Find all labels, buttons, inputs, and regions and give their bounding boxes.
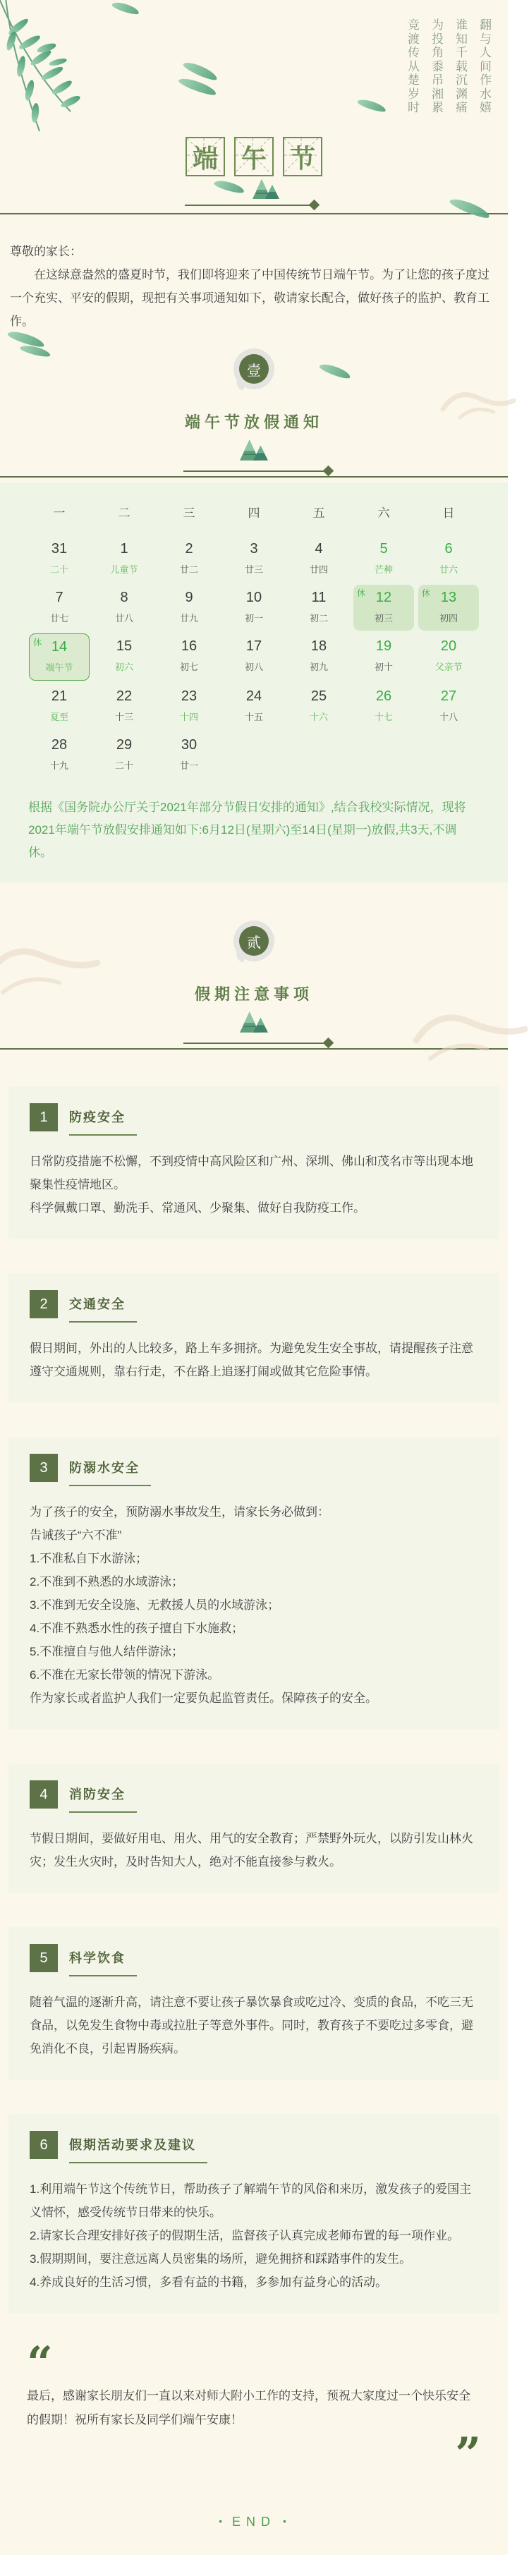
notice-body: [30, 2177, 478, 2294]
notice-paragraph: 日常防疫措施不松懈，不到疫情中高风险区和广州、深圳、佛山和茂名市等出现本地聚集性疫情地区。: [30, 1155, 473, 1191]
calendar-day: [159, 732, 219, 778]
title-decoration: [0, 178, 499, 200]
section-divider: [183, 470, 324, 472]
calendar-day: [288, 633, 349, 681]
day-number: 8: [120, 590, 128, 605]
calendar-day: [159, 585, 219, 631]
rest-badge: 休: [33, 638, 42, 648]
day-number: 9: [185, 590, 193, 605]
notice-paragraph: 1.不准私自下水游泳；: [30, 1552, 148, 1565]
day-number: 15: [116, 638, 133, 654]
zongzi-icon: [239, 1010, 269, 1034]
notice-number: 2: [30, 1290, 58, 1318]
section-number-badge: [233, 921, 274, 961]
notice-number: 1: [30, 1103, 58, 1131]
day-number: 29: [116, 737, 133, 753]
title-divider: [185, 205, 310, 206]
day-subtitle: 十六: [309, 712, 328, 722]
calendar-weekday: 三: [183, 506, 195, 520]
hero-header: [0, 0, 508, 214]
day-subtitle: 廿一: [179, 760, 198, 771]
day-subtitle: 廿四: [309, 564, 328, 575]
day-number: 18: [310, 638, 327, 654]
section-number-badge: [233, 348, 274, 389]
leaf-icon: [356, 97, 387, 114]
calendar-day: [288, 585, 349, 631]
notice-number: 5: [30, 1944, 58, 1972]
end-marker: [0, 2515, 508, 2555]
notice-body: [30, 1150, 478, 1220]
day-subtitle: 十八: [439, 712, 458, 722]
poem-column: 竞渡传从楚岁时: [408, 18, 420, 114]
calendar-weekday: 六: [377, 506, 390, 520]
notice-paragraph: 假日期间，外出的人比较多，路上车多拥挤。为避免发生安全事故，请提醒孩子注意遵守交通规则，靠右行走，不在路上追逐打闹或做其它危险事情。: [30, 1342, 473, 1378]
day-subtitle: 十四: [179, 712, 198, 722]
cloud-icon: [0, 932, 102, 1009]
day-subtitle: 初七: [179, 662, 198, 672]
calendar-day: [353, 684, 414, 729]
day-number: 5: [379, 541, 388, 557]
section-number: 壹: [239, 354, 269, 384]
day-number: 30: [181, 737, 197, 753]
day-subtitle: 初八: [244, 662, 263, 672]
holiday-notice-text: 根据《国务院办公厅关于2021年部分节假日安排的通知》,结合我校实际情况，现将2021年端午节放假安排通知如下:6月12日(星期六)至14日(星期一)放假,共3天,不调休。: [28, 801, 466, 859]
notice-body: [30, 1991, 478, 2060]
day-number: 10: [245, 590, 262, 605]
closing-text: 最后，感谢家长朋友们一直以来对师大附小工作的支持，预祝大家度过一个快乐安全的假期！祝所有家长及同学们端午安康！: [27, 2389, 470, 2426]
notice-paragraph: 3.不准到无安全设施、无救援人员的水域游泳；: [30, 1598, 280, 1612]
day-number: 31: [51, 541, 68, 557]
day-subtitle: 初四: [439, 613, 458, 624]
zongzi-icon: [239, 438, 269, 462]
notice-title: 假期活动要求及建议: [69, 2135, 207, 2163]
calendar-day: [418, 684, 479, 729]
section-title: 端午节放假通知: [184, 413, 323, 431]
notice-title: 消防安全: [69, 1785, 137, 1813]
calendar-day: [94, 684, 154, 729]
calendar-day: [94, 585, 154, 631]
calendar-day: [353, 585, 414, 631]
close-quote-icon: ”: [455, 2428, 481, 2481]
calendar-empty-cell: [224, 732, 284, 778]
notice-paragraph: 为了孩子的安全，预防溺水事故发生，请家长务必做到：: [30, 1505, 329, 1519]
notice-card-header: [30, 1944, 478, 1976]
calendar-empty-cell: [353, 732, 414, 778]
notice-number: 3: [30, 1454, 58, 1482]
notice-paragraph: 作为家长或者监护人我们一定要负起监管责任。保障孩子的安全。: [30, 1691, 377, 1705]
day-subtitle: 廿七: [49, 613, 68, 624]
notice-card-header: [30, 1290, 478, 1323]
notice-card: [8, 1437, 499, 1730]
section-2-header: [0, 921, 508, 1050]
day-number: 14: [51, 639, 68, 655]
notice-title: 交通安全: [69, 1294, 137, 1323]
day-number: 12: [375, 590, 392, 605]
day-subtitle: 初一: [244, 613, 263, 624]
day-number: 24: [245, 688, 262, 704]
section-1-header: [0, 348, 508, 478]
calendar-day: [224, 633, 284, 681]
day-subtitle: 初二: [309, 613, 328, 624]
notice-paragraph: 4.不准不熟悉水性的孩子擅自下水施救；: [30, 1622, 244, 1635]
calendar-weekday: 日: [442, 506, 455, 520]
festival-poem: [407, 18, 492, 115]
greeting-salutation: 尊敬的家长：: [10, 245, 82, 258]
calendar-day: [159, 536, 219, 582]
day-subtitle: 端午节: [45, 662, 73, 673]
calendar-day: [353, 536, 414, 582]
leaf-icon: [213, 178, 245, 195]
notice-paragraph: 科学佩戴口罩、勤洗手、常通风、少聚集、做好自我防疫工作。: [30, 1201, 365, 1215]
day-subtitle: 十七: [374, 712, 393, 722]
bottom-white-strip: [0, 2555, 508, 2576]
day-subtitle: 十九: [49, 760, 68, 771]
day-number: 7: [55, 590, 63, 605]
notice-paragraph: 5.不准擅自与他人结伴游泳；: [30, 1645, 184, 1658]
day-number: 23: [181, 688, 197, 704]
calendar-day: [288, 684, 349, 729]
calendar-weekday: 四: [248, 506, 260, 520]
calendar-day: [94, 536, 154, 582]
day-number: 20: [440, 638, 457, 654]
calendar-day: [29, 536, 90, 582]
day-number: 17: [245, 638, 262, 654]
rest-badge: 休: [357, 588, 366, 598]
calendar-day: [224, 585, 284, 631]
notice-paragraph: 6.不准在无家长带领的情况下游泳。: [30, 1668, 220, 1682]
notice-title: 防疫安全: [69, 1107, 137, 1136]
day-number: 3: [250, 541, 258, 557]
leaf-icon: [111, 0, 140, 16]
notice-card: [8, 1763, 499, 1893]
june-calendar-panel: [0, 483, 508, 882]
day-subtitle: 二十: [114, 760, 133, 771]
day-subtitle: 初六: [114, 662, 133, 672]
day-subtitle: 初三: [374, 613, 393, 624]
greeting-body: 在这绿意盎然的盛夏时节，我们即将迎来了中国传统节日端午节。为了让您的孩子度过一个充实、平安的假期，现把有关事项通知如下，敬请家长配合，做好孩子的监护、教育工作。: [10, 268, 490, 328]
day-number: 26: [375, 688, 392, 704]
poem-column: 为投角黍吊湘累: [432, 18, 444, 114]
calendar-empty-cell: [418, 732, 479, 778]
title-char-box: [234, 137, 274, 176]
calendar-day: [94, 732, 154, 778]
notice-card-header: [30, 1454, 478, 1486]
day-subtitle: 父亲节: [434, 662, 463, 672]
notice-card-header: [30, 2131, 478, 2163]
calendar-day: [418, 585, 479, 631]
notice-paragraph: 2.请家长合理安排好孩子的假期生活，监督孩子认真完成老师布置的每一项作业。: [30, 2229, 460, 2242]
notice-card: [8, 1273, 499, 1403]
calendar-day: [418, 633, 479, 681]
calendar-grid: [27, 503, 481, 779]
day-subtitle: 廿八: [114, 613, 133, 624]
calendar-day: [159, 633, 219, 681]
calendar-day: [224, 536, 284, 582]
day-number: 6: [444, 541, 453, 557]
calendar-day: [94, 633, 154, 681]
calendar-weekday: 一: [53, 506, 66, 520]
calendar-weekday: 二: [118, 506, 130, 520]
cloud-icon: [439, 381, 516, 423]
calendar-day: [418, 536, 479, 582]
poem-column: 翻与人间作水嬉: [480, 18, 492, 114]
notice-paragraph: 4.养成良好的生活习惯，多看有益的书籍，多参加有益身心的活动。: [30, 2276, 388, 2289]
day-subtitle: 廿二: [179, 564, 198, 575]
day-number: 4: [315, 541, 323, 557]
notice-paragraph: 告诫孩子“六不准”: [30, 1529, 122, 1542]
day-number: 28: [51, 737, 68, 753]
notice-number: 4: [30, 1780, 58, 1809]
day-number: 21: [51, 688, 68, 704]
notice-body: [30, 1827, 478, 1873]
notice-paragraph: 随着气温的逐渐升高，请注意不要让孩子暴饮暴食或吃过冷、变质的食品，不吃三无食品，以免发生食物中毒或拉肚子等意外事件。同时，教育孩子不要吃过多零食，避免消化不良，引起胃肠疾病。: [30, 1995, 473, 2055]
notice-body: [30, 1337, 478, 1383]
day-subtitle: 儿童节: [110, 564, 138, 575]
day-subtitle: 初九: [309, 662, 328, 672]
page-title: [0, 137, 508, 176]
title-char-box: [186, 137, 225, 176]
calendar-day: [29, 684, 90, 729]
notice-card-list: [0, 1086, 508, 2314]
notice-paragraph: 1.利用端午节这个传统节日，帮助孩子了解端午节的风俗和来历，激发孩子的爱国主义情怀，感受传统节日带来的快乐。: [30, 2182, 472, 2219]
day-subtitle: 芒种: [374, 564, 393, 575]
day-subtitle: 初十: [374, 662, 393, 672]
notice-card: [8, 2114, 499, 2314]
day-number: 1: [120, 541, 128, 557]
day-subtitle: 廿九: [179, 613, 198, 624]
day-number: 25: [310, 688, 327, 704]
day-subtitle: 廿六: [439, 564, 458, 575]
poem-column: 谁知千载沉渊痛: [456, 18, 468, 114]
calendar-day: [29, 633, 90, 681]
title-char-box: [283, 137, 322, 176]
notice-card: [8, 1927, 499, 2080]
day-number: 27: [440, 688, 457, 704]
notice-body: [30, 1500, 478, 1710]
title-char: 节: [289, 143, 315, 174]
calendar-day: [353, 633, 414, 681]
section-title: 假期注意事项: [194, 985, 313, 1003]
day-subtitle: 夏至: [49, 712, 68, 722]
notice-card-header: [30, 1103, 478, 1136]
title-char: 端: [192, 143, 218, 174]
day-number: 19: [375, 638, 392, 654]
section-number: 贰: [239, 926, 269, 956]
closing-block: [27, 2337, 481, 2481]
rest-badge: 休: [422, 588, 431, 598]
open-quote-icon: “: [27, 2337, 53, 2390]
day-subtitle: 十三: [114, 712, 133, 722]
day-number: 22: [116, 688, 133, 704]
section-divider: [183, 1043, 324, 1044]
notice-paragraph: 3.假期期间，要注意远离人员密集的场所，避免拥挤和踩踏事件的发生。: [30, 2252, 412, 2266]
day-subtitle: 二十: [49, 564, 68, 575]
notice-paragraph: 2.不准到不熟悉的水域游泳；: [30, 1575, 184, 1588]
calendar-day: [288, 536, 349, 582]
calendar-weekday: 五: [312, 506, 325, 520]
day-subtitle: 十五: [244, 712, 263, 722]
day-number: 16: [181, 638, 197, 654]
calendar-day: [29, 732, 90, 778]
calendar-day: [159, 684, 219, 729]
notice-card-header: [30, 1780, 478, 1813]
day-number: 11: [311, 590, 327, 605]
greeting-block: [10, 240, 498, 333]
notice-title: 防溺水安全: [69, 1458, 151, 1486]
calendar-day: [29, 585, 90, 631]
notice-card: [8, 1086, 499, 1239]
title-char: 午: [241, 143, 267, 174]
section-rule: [0, 476, 508, 478]
willow-branch-icon: [0, 0, 107, 138]
cloud-icon: [409, 998, 529, 1076]
end-dot: •: [283, 2515, 289, 2527]
notice-number: 6: [30, 2131, 58, 2159]
end-dot: •: [219, 2515, 225, 2527]
notice-title: 科学饮食: [69, 1948, 137, 1976]
day-number: 13: [440, 590, 457, 605]
calendar-empty-cell: [288, 732, 349, 778]
end-label: END: [231, 2515, 276, 2529]
calendar-day: [224, 684, 284, 729]
zongzi-icon: [252, 178, 280, 200]
day-subtitle: 廿三: [244, 564, 263, 575]
notice-paragraph: 节假日期间，要做好用电、用火、用气的安全教育；严禁野外玩火，以防引发山林火灾；发生火灾时，及时告知大人，绝对不能直接参与救火。: [30, 1832, 473, 1869]
day-number: 2: [185, 541, 193, 557]
